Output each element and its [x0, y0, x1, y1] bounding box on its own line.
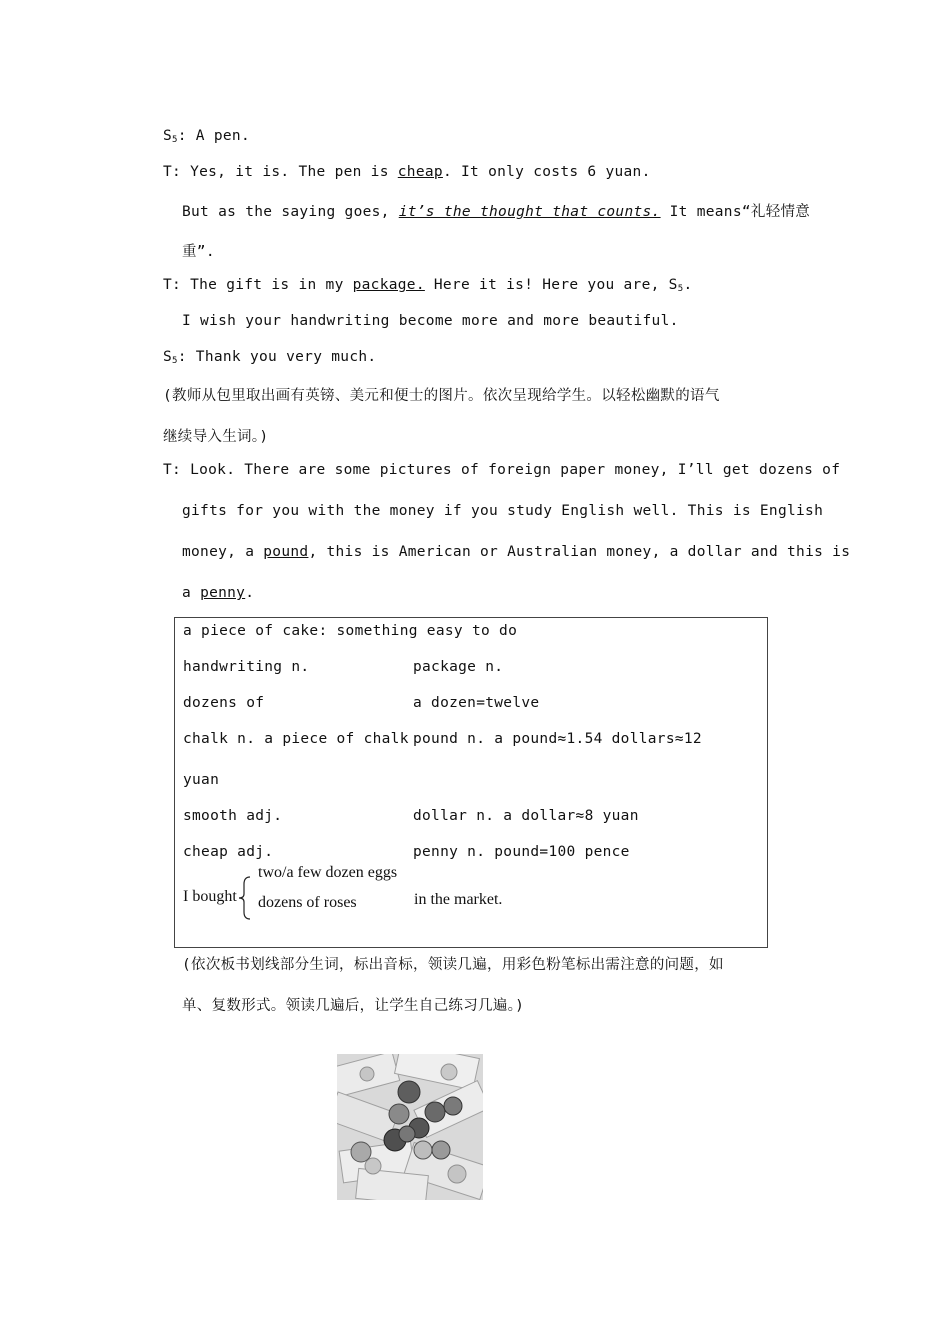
dialogue-line-t1: T: Yes, it is. The pen is cheap. It only costs 6 yuan. — [163, 164, 651, 180]
board-row-3-right: a dozen=twelve — [413, 695, 540, 711]
vocab-penny: penny — [200, 585, 246, 601]
dialogue-line-t2: T: The gift is in my package. Here it is! Here you are, $S_5$. — [163, 277, 693, 294]
vocab-package: package. — [352, 277, 425, 293]
dialogue-line-t1b: But as the saying goes, it’s the thought that counts. It means“礼轻情意 — [182, 204, 811, 220]
money-picture — [337, 1054, 483, 1200]
board-row-6-left: cheap adj. — [183, 844, 274, 860]
vocab-cheap: cheap — [397, 164, 443, 180]
board-option-1: two/a few dozen eggs — [258, 864, 398, 881]
dialogue-line-s5-2: $S_5$: Thank you very much. — [163, 349, 377, 366]
board-row-4-left: chalk n. a piece of chalk — [183, 731, 409, 747]
board-row-5-left: smooth adj. — [183, 808, 283, 824]
vocab-pound: pound — [263, 544, 309, 560]
dialogue-line-t3b: gifts for you with the money if you study English well. This is English — [182, 503, 824, 519]
board-row-5-right: dollar n. a dollar≈8 yuan — [413, 808, 639, 824]
dialogue-line-s5-1: $S_5$: A pen. — [163, 128, 250, 145]
teacher-note-2b: 单、复数形式。领读几遍后，让学生自己练习几遍。) — [182, 998, 525, 1014]
board-sentence-end: in the market. — [414, 891, 503, 908]
board-row-4-right: pound n. a pound≈1.54 dollars≈12 — [413, 731, 702, 747]
dialogue-line-t1c: 重”. — [182, 244, 215, 260]
teacher-note-1b: 继续导入生词。) — [163, 429, 269, 445]
teacher-note-2a: (依次板书划线部分生词，标出音标，领读几遍，用彩色粉笔标出需注意的问题，如 — [182, 957, 724, 973]
board-sentence-start: I bought — [183, 888, 237, 905]
dialogue-line-t2b: I wish your handwriting become more and more beautiful. — [182, 313, 679, 329]
board-row-3-left: dozens of — [183, 695, 265, 711]
board-row-2-right: package n. — [413, 659, 504, 675]
dialogue-line-t3d: a penny. — [182, 585, 255, 601]
board-option-2: dozens of roses — [258, 894, 357, 911]
curly-brace — [238, 876, 252, 920]
dialogue-line-t3a: T: Look. There are some pictures of foreign paper money, I’ll get dozens of — [163, 462, 841, 478]
board-row-1: a piece of cake: something easy to do — [183, 623, 518, 639]
board-row-4-cont: yuan — [183, 772, 220, 788]
saying-quote: it’s the thought that counts. — [398, 204, 661, 220]
dialogue-line-t3c: money, a pound, this is American or Australian money, a dollar and this is — [182, 544, 851, 560]
teacher-note-1a: (教师从包里取出画有英镑、美元和便士的图片。依次呈现给学生。以轻松幽默的语气 — [163, 388, 720, 404]
board-row-6-right: penny n. pound=100 pence — [413, 844, 630, 860]
board-row-2-left: handwriting n. — [183, 659, 310, 675]
